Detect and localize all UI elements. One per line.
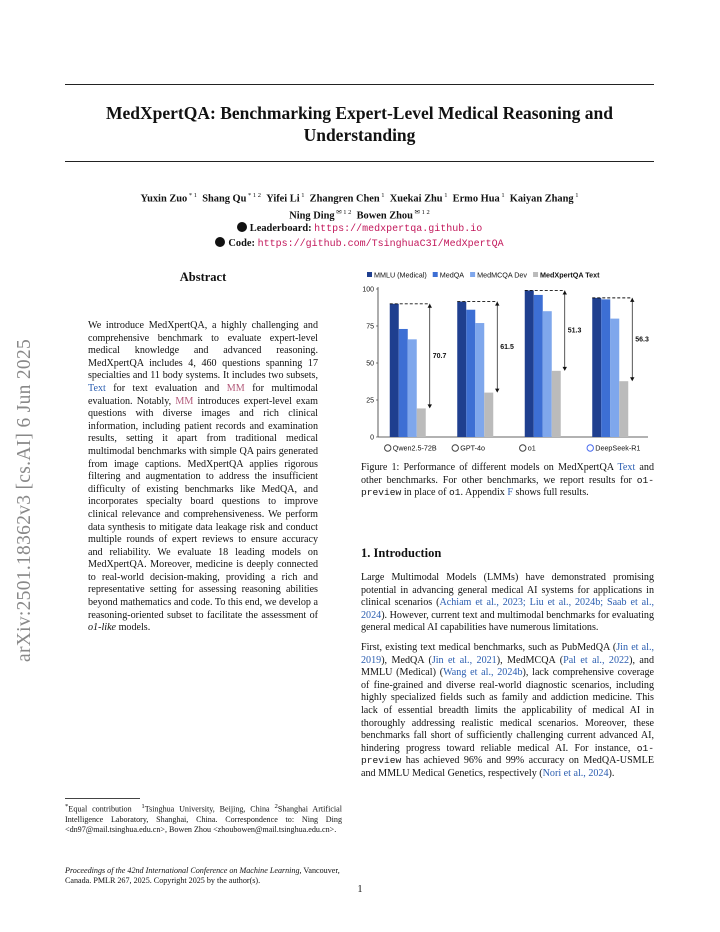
legend-entry: MedXpertQA Text: [540, 270, 600, 280]
footnote-aff1: Tsinghua University, Beijing, China: [144, 804, 270, 814]
legend-swatch: [470, 272, 475, 277]
proceedings-rest: , Vancouver, Canada. PMLR 267, 2025. Copyright 2025 by the author(s).: [65, 866, 340, 886]
leaderboard-link-row: [65, 222, 654, 235]
intro-paragraph-1: [361, 572, 654, 635]
author-name: Yuxin Zuo: [140, 193, 188, 205]
intro-p2-c: ), MedMCQA (: [496, 654, 564, 666]
gap-label: 61.5: [500, 344, 514, 352]
abstract-text-3: for multimodal evaluation. Notably,: [88, 382, 318, 407]
bar: [525, 290, 534, 437]
intro-p2-f: has achieved 96% and 99% accuracy on MedQA-USMLE and MMLU Medical Genetics, respectively (: [361, 755, 654, 779]
footnote-correspondence: Correspondence to: Ning Ding <dn97@mail.tsinghua.edu.cn>, Bowen Zhou <zhoubowen@mail.tsinghua.edu.cn>.: [65, 814, 342, 835]
gap-arrow-head: [428, 304, 432, 308]
bar: [475, 323, 484, 437]
bar: [552, 371, 561, 437]
gap-arrow-head: [563, 290, 567, 294]
author-name: Yifei Li: [266, 193, 300, 205]
author-name: Xuekai Zhu: [389, 193, 443, 205]
model-logo-icon: [452, 445, 458, 451]
author-name: Ermo Hua: [452, 193, 500, 205]
gap-label: 56.3: [635, 336, 649, 344]
bar: [417, 408, 426, 437]
intro-p2-a: First, existing text medical benchmarks, such as PubMedQA (: [361, 641, 617, 653]
gap-arrow-head: [630, 377, 634, 381]
bar: [390, 304, 399, 437]
github-icon: [215, 237, 225, 247]
caption-text-5: shows full results.: [515, 487, 589, 499]
author-affiliation: ✉ 1 2: [334, 208, 352, 216]
footnote-aff2: Shanghai Artificial Intelligence Laboratory, Shanghai, China.: [65, 804, 343, 824]
proceedings-note: [65, 866, 342, 887]
gap-arrow-head: [563, 367, 567, 371]
intro-heading: 1. Introduction: [361, 546, 442, 560]
y-tick-label: 100: [362, 286, 374, 294]
legend-entry: MedQA: [439, 270, 465, 280]
y-tick-label: 0: [370, 434, 374, 442]
author-name: Kaiyan Zhang: [509, 193, 574, 205]
bar: [484, 393, 493, 437]
y-tick-label: 25: [366, 397, 374, 405]
mm-subset-link-2[interactable]: MM: [175, 395, 194, 407]
text-subset-link[interactable]: Text: [88, 382, 106, 394]
author-line-1: [65, 189, 654, 206]
author-affiliation: 1: [442, 192, 448, 199]
author-name: Shang Qu: [202, 193, 247, 205]
abstract-text-5: models.: [118, 622, 151, 634]
arxiv-id: arXiv:2501.18362v3 [cs.AI] 6 Jun 2025: [14, 338, 35, 662]
bar: [543, 311, 552, 437]
author-name: Bowen Zhou: [356, 210, 413, 222]
author-affiliation: * 1: [187, 192, 197, 199]
author-affiliation: * 1 2: [246, 192, 261, 199]
legend-swatch: [433, 272, 438, 277]
model-logo-icon: [520, 445, 526, 451]
intro-p2-d: ), and MMLU (Medical) (: [361, 654, 654, 679]
gap-label: 70.7: [432, 353, 447, 361]
legend-swatch: [533, 272, 538, 277]
author-affiliation: ✉ 1 2: [412, 208, 430, 216]
bar: [399, 329, 408, 437]
proceedings-venue: Proceedings of the 42nd International Conference on Machine Learning: [65, 866, 300, 875]
footnote-rule: [65, 798, 140, 799]
caption-text-2: and other benchmarks. For other benchmarks, we report results for: [361, 462, 654, 486]
caption-text-link[interactable]: Text: [617, 462, 636, 473]
model-logo-icon: [385, 445, 391, 451]
intro-p2-b: ), MedQA (: [381, 654, 432, 666]
intro-p1-end: ). However, current text and multimodal benchmarks for evaluating general medical AI capabilities have numerous limitations.: [361, 609, 654, 634]
intro-paragraph-2: [361, 642, 654, 781]
intro-o1-preview: o1-preview: [361, 742, 654, 767]
y-tick-label: 75: [366, 323, 374, 331]
legend-entry: MMLU (Medical): [374, 270, 427, 280]
gap-arrow-head: [495, 389, 499, 393]
citation-link[interactable]: Wang et al., 2024b: [443, 667, 523, 679]
citation-link[interactable]: Jin et al., 2021: [431, 654, 497, 666]
caption-text-1: Figure 1: Performance of different models on MedXpertQA: [361, 462, 614, 473]
intro-body: [361, 572, 654, 788]
bar: [619, 381, 628, 437]
code-url[interactable]: https://github.com/TsinghuaC3I/MedXpertQA: [257, 239, 504, 250]
mm-subset-link-1[interactable]: MM: [226, 382, 245, 394]
citation-link[interactable]: Nori et al., 2024: [542, 767, 609, 779]
legend-entry: MedMCQA Dev: [477, 270, 528, 280]
bar: [466, 310, 475, 437]
citation-link[interactable]: Achiam et al., 2023; Liu et al., 2024b; Saab et al., 2024: [361, 597, 655, 621]
model-logo-icon: [587, 445, 593, 451]
author-name: Zhangren Chen: [309, 193, 380, 205]
globe-icon: [237, 222, 247, 232]
gap-arrow-head: [495, 302, 499, 306]
bar: [610, 319, 619, 437]
x-category-label: DeepSeek-R1: [595, 443, 641, 453]
citation-link[interactable]: Pal et al., 2022: [563, 654, 630, 666]
author-name: Ning Ding: [289, 210, 335, 222]
gap-label: 51.3: [567, 327, 582, 335]
gap-arrow-head: [630, 298, 634, 302]
figure-caption: [361, 462, 654, 500]
bar: [534, 295, 543, 437]
title-bottom-rule: [65, 161, 654, 162]
abstract-text-2: for text evaluation and: [113, 382, 220, 394]
abstract-body: [88, 320, 318, 635]
leaderboard-url[interactable]: https://medxpertqa.github.io: [314, 224, 483, 235]
footnote-equal: Equal contribution: [68, 804, 132, 814]
author-affiliation: 1: [379, 192, 385, 199]
x-category-label: Qwen2.5-72B: [392, 443, 437, 453]
bar: [592, 298, 601, 437]
abstract-text-4: introduces expert-level exam questions with diverse images and rich clinical information, including patient records and examination results, setting it apart from traditional medical multimodal benchmarks with simple QA pairs generated from image captions. MedXpertQA applies rigorous filtering and augmentation to address the insufficient difficulty of existing benchmarks like MedQA, and incorporates specialty board questions to improve clinical relevance and comprehensiveness. We perform data synthesis to mitigate data leakage risk and conduct multiple rounds of expert reviews to ensure accuracy and reliability. We evaluate 18 leading models on MedXpertQA. Moreover, medicine is deeply connected to real-world decision-making, providing a rich and representative setting for assessing reasoning abilities beyond mathematics and code. To this end, we develop a reasoning-oriented subset to facilitate the assessment of: [88, 395, 319, 621]
paper-title: [65, 102, 654, 146]
bar: [457, 302, 466, 437]
gap-arrow-head: [428, 404, 432, 408]
author-list: [65, 189, 654, 223]
bar: [408, 339, 417, 437]
x-category-label: o1: [527, 443, 536, 453]
caption-text-3: in place of: [403, 487, 447, 499]
page-number: 1: [357, 884, 363, 895]
caption-text-4: . Appendix: [460, 487, 505, 499]
citation-link[interactable]: Jin et al., 2019: [361, 641, 654, 666]
appendix-link[interactable]: F: [507, 487, 513, 499]
abstract-heading: Abstract: [179, 270, 227, 284]
arxiv-stamp: [8, 270, 48, 670]
code-link-row: [65, 237, 654, 250]
title-line-2: Understanding: [303, 125, 416, 145]
author-affiliation: 1: [299, 192, 305, 199]
bar: [601, 299, 610, 437]
footnotes: *Equal contribution $^1$Tsinghua University, Beijing, China $^2$Shanghai Artificial Intelligence Laboratory, Shanghai, China. Correspondence to: Ning Ding <dn97@mail.tsinghua.edu.cn>, Bowen Zhou <zhoubowen@mail.tsinghua.edu.cn>.: [65, 803, 343, 835]
x-category-label: GPT-4o: [460, 443, 486, 453]
title-top-rule: [65, 84, 654, 85]
intro-p2-e: ), lack comprehensive coverage of fine-grained and diverse real-world diagnostic scenarios, including highly specialized fields such as family and addiction medicine. This lack of essential breadth limits the applicability of medical AI in thoroughly addressing realistic medical scenarios. Moreover, these benchmarks fall short of sufficiently challenging current advanced AI, hindering progress toward reliable medical AI. For instance,: [361, 667, 654, 754]
legend-swatch: [367, 272, 372, 277]
code-label: Code:: [228, 238, 255, 249]
figure-1-bar-chart: [361, 268, 654, 458]
intro-p1-text: Large Multimodal Models (LMMs) have demonstrated promising potential in advancing general medical AI systems for applications in clinical scenarios (: [361, 572, 654, 609]
caption-o1-preview: o1-preview: [361, 474, 655, 499]
leaderboard-label: Leaderboard:: [249, 223, 312, 234]
author-affiliation: 1: [499, 192, 505, 199]
caption-o1: o1: [448, 487, 461, 499]
intro-p2-g: ).: [608, 767, 615, 779]
title-line-1: MedXpertQA: Benchmarking Expert-Level Medical Reasoning and: [106, 103, 613, 123]
y-tick-label: 50: [366, 360, 374, 368]
abstract-text-1: We introduce MedXpertQA, a highly challenging and comprehensive benchmark to evaluate expert-level medical knowledge and advanced reasoning. MedXpertQA includes 4, 460 questions spanning 17 specialties and 11 body systems. It includes two subsets,: [88, 320, 318, 382]
author-affiliation: 1: [573, 192, 579, 199]
author-line-2: [65, 206, 654, 223]
o1-like-term: o1-like: [88, 622, 117, 634]
